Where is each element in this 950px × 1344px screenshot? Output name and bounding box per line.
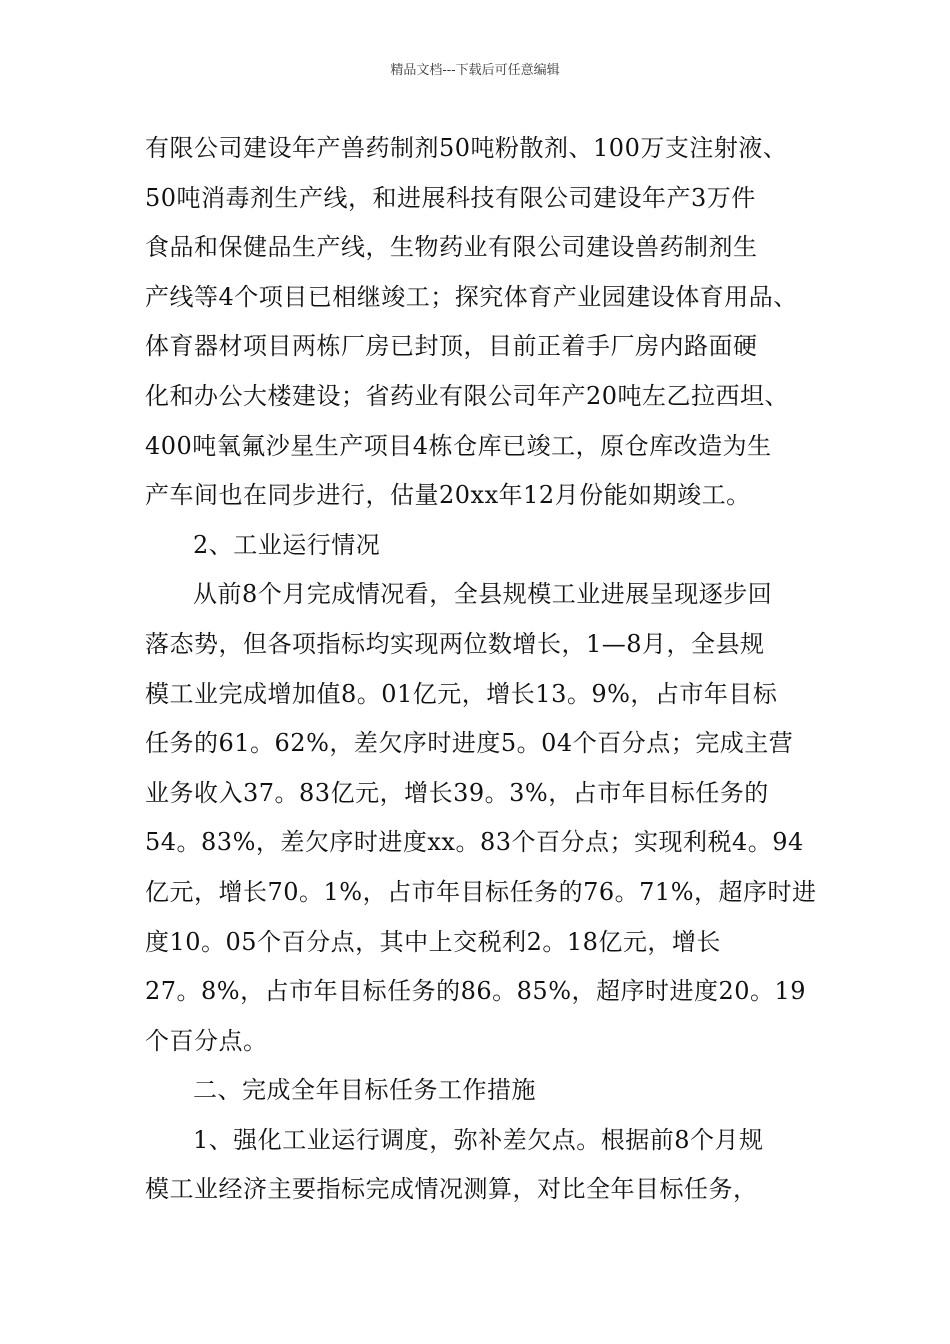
text-line: 产车间也在同步进行，估量20xx年12月份能如期竣工。	[145, 481, 751, 510]
text-line: 亿元，增长70。1%，占市年目标任务的76。71%，超序时进	[145, 877, 817, 906]
text-line: 任务的61。62%，差欠序时进度5。04个百分点；完成主营	[145, 729, 794, 758]
text-line: 从前8个月完成情况看，全县规模工业进展呈现逐步回	[193, 580, 773, 609]
text-line: 有限公司建设年产兽药制剂50吨粉散剂、100万支注射液、	[145, 134, 788, 162]
text-line: 模工业经济主要指标完成情况测算，对比全年目标任务，	[145, 1175, 758, 1204]
text-line: 1、强化工业运行调度，弥补差欠点。根据前8个月规	[193, 1125, 764, 1154]
text-line: 50吨消毒剂生产线，和进展科技有限公司建设年产3万件	[145, 183, 756, 212]
text-line: 54。83%，差欠序时进度xx。83个百分点；实现利税4。94	[145, 828, 804, 857]
text-line: 产线等4个项目已相继竣工；探究体育产业园建设体育用品、	[145, 282, 798, 311]
text-line: 化和办公大楼建设；省药业有限公司年产20吨左乙拉西坦、	[145, 381, 790, 410]
text-line: 400吨氧氟沙星生产项目4栋仓库已竣工，原仓库改造为生	[145, 431, 772, 460]
section-heading: 2、工业运行情况	[193, 530, 381, 559]
text-line: 落态势，但各项指标均实现两位数增长，1—8月，全县规	[145, 629, 765, 658]
document-body	[145, 124, 817, 1215]
text-line: 模工业完成增加值8。01亿元，增长13。9%，占市年目标	[145, 679, 778, 708]
text-line: 体育器材项目两栋厂房已封顶，目前正着手厂房内路面硬	[145, 332, 758, 361]
text-line: 食品和保健品生产线，生物药业有限公司建设兽药制剂生	[145, 233, 758, 262]
text-line: 业务收入37。83亿元，增长39。3%，占市年目标任务的	[145, 778, 769, 807]
section-heading: 二、完成全年目标任务工作措施	[193, 1076, 536, 1105]
text-line: 27。8%，占市年目标任务的86。85%，超序时进度20。19	[145, 977, 807, 1006]
text-line: 度10。05个百分点，其中上交税利2。18亿元，增长	[145, 927, 721, 956]
text-line: 个百分点。	[145, 1026, 268, 1055]
page-header: 精品文档---下载后可任意编辑	[390, 63, 560, 78]
